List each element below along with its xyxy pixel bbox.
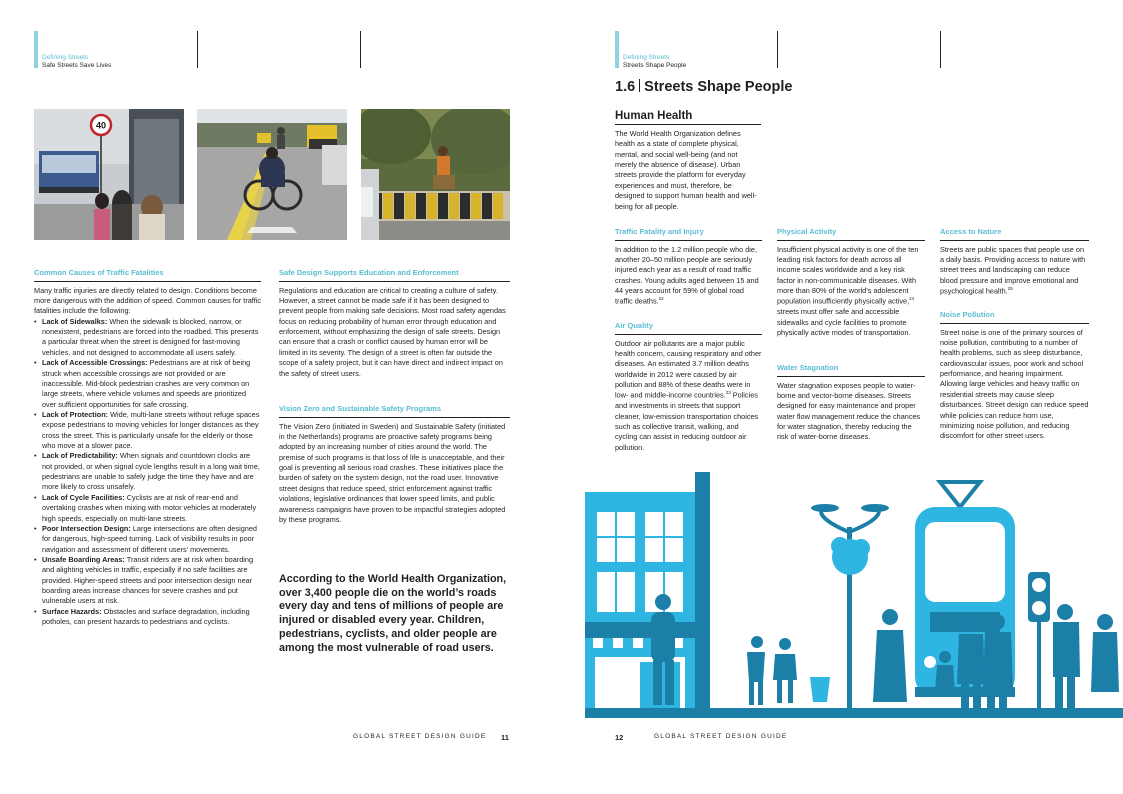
- common-causes-intro: Many traffic injuries are directly related to design. Conditions become more dangerous with the addition of speed. Common causes for traffic fatalities include the following:: [34, 285, 262, 316]
- list-item-text: When the sidewalk is blocked, narrow, or nonexistent, pedestrians are forced into the roadbed. This presents a particular threat when the street is designed for fast-moving vehicles, and not designed to accommodate all users safely.: [42, 316, 259, 357]
- safe-design-heading: Safe Design Supports Education and Enforcement: [279, 268, 510, 282]
- running-head: [34, 31, 111, 68]
- traffic-fatality-section: [615, 227, 762, 307]
- noise-pollution-text: Street noise is one of the primary sources of noise pollution, contributing to a number of health problems, such as sleep disturbance, cardiovascular issues, poor work and school performance, and hearing impairment. Allowing large vehicles and heavy traffic on residential streets may cause sleep disturbances. Street design can reduce speed while policies can reduce horn use, minimizing noise pollution, and reducing discomfort for other street users.: [940, 327, 1089, 441]
- street-illustration: [585, 462, 1123, 718]
- speed-sign-number: 40: [95, 120, 107, 131]
- air-quality-text: [615, 339, 762, 453]
- water-stagnation-section: [777, 363, 925, 443]
- traffic-fatality-heading: Traffic Fatality and Injury: [615, 227, 762, 241]
- footer-title: GLOBAL STREET DESIGN GUIDE: [353, 733, 487, 740]
- footer-title: GLOBAL STREET DESIGN GUIDE: [654, 733, 788, 740]
- common-causes-list: [34, 317, 261, 628]
- footnote-ref: 23: [725, 390, 731, 396]
- physical-activity-body-b: streets must offer safe and accessible sidewalks and cycle facilities to promote physically active modes of transportation.: [777, 307, 911, 337]
- list-item-text: Large intersections are often designed for dangerous, high-speed turning. Lack of visibility results in poor navigation and assessment of different users' movements.: [42, 523, 257, 554]
- list-item-text: When signals and countdown clocks are not provided, or when signal cycle lengths result in a long wait time, pedestrians are unable to safely judge the time they have and are more likely to cross unsafely.: [42, 451, 260, 492]
- title-separator: [639, 79, 640, 92]
- noise-pollution-heading: Noise Pollution: [940, 310, 1089, 324]
- access-to-nature-heading: Access to Nature: [940, 227, 1089, 241]
- pull-quote: According to the World Health Organization, over 3,400 people die on the world’s roads every day and tens of millions of people are injured or disabled every year. Children, pedestrians, cyclists, and older people are among the most vulnerable of road users.: [279, 573, 507, 654]
- running-head-section: Defining Streets: [42, 54, 89, 61]
- header-rule: [940, 31, 941, 68]
- section-title: [615, 79, 792, 95]
- list-item-term: Lack of Accessible Crossings:: [42, 358, 148, 368]
- common-causes-column: [34, 268, 261, 628]
- header-rule: [197, 31, 198, 68]
- pedestrian-signal-illustration: [1028, 572, 1050, 718]
- list-item-text: Pedestrians are at risk of being struck when accessible crossings are not provided or are inaccessible. Mid-block pedestrian crashes are very common on large streets, where vehicle volumes and speeds are prioritized over sufficient opportunities for safe crossing.: [42, 358, 251, 409]
- list-item-text: Cyclists are at risk of rear-end and overtaking crashes when mixing with motor vehicles at moderately high speeds, especially on multi-lane streets.: [42, 492, 257, 523]
- access-to-nature-body: Streets are public spaces that people use on a daily basis. Providing access to nature with street trees and landscaping can reduce blood pressure and improve emotional and psychological health.: [940, 244, 1086, 296]
- photo-bus-street: [34, 109, 184, 240]
- water-stagnation-heading: Water Stagnation: [777, 363, 925, 377]
- footnote-ref: 22: [658, 296, 664, 302]
- list-item-term: Lack of Protection:: [42, 409, 109, 419]
- page-number: 12: [615, 733, 624, 742]
- list-item: [34, 358, 261, 410]
- water-stagnation-text: Water stagnation exposes people to water-borne and vector-borne diseases. Streets designed for easy maintenance and proper water flow management reduce the chances for water stagnation, thereby reducing the risk of water-borne diseases.: [777, 380, 921, 442]
- list-item-term: Surface Hazards:: [42, 606, 102, 616]
- list-item-term: Lack of Cycle Facilities:: [42, 492, 125, 502]
- running-head-section: Defining Streets: [623, 54, 670, 61]
- page-number: 11: [501, 733, 509, 742]
- human-health-heading: Human Health: [615, 110, 761, 125]
- footnote-ref: 25: [1007, 286, 1013, 292]
- list-item: [34, 607, 261, 628]
- building-illustration: [585, 472, 710, 718]
- section-title-text: Streets Shape People: [644, 79, 793, 95]
- vision-zero-column: [279, 404, 510, 525]
- traffic-fatality-text: [615, 245, 762, 308]
- right-page: [562, 0, 1123, 794]
- header-rule: [777, 31, 778, 68]
- list-item-text: Wide, multi-lane streets without refuge spaces expose pedestrians to moving vehicles for longer distances as they cross the street. This is particularly unsafe for the elderly or those who move at a slower pace.: [42, 409, 260, 451]
- list-item: [34, 451, 261, 492]
- access-to-nature-text: [940, 245, 1089, 297]
- safe-design-column: [279, 268, 510, 379]
- air-quality-section: [615, 321, 762, 453]
- access-to-nature-section: [940, 227, 1089, 297]
- list-item-term: Lack of Sidewalks:: [42, 316, 108, 326]
- air-quality-body-b: Policies and investments in streets that support cleaner, low-emission transportation choices such as collective transit, walking, and cycling can assist in reducing outdoor air pollution.: [615, 390, 759, 452]
- air-quality-body-a: Outdoor air pollutants are a major public health concern, causing respiratory and other diseases. An estimated 3.7 million deaths worldwide in 2012 were caused by air pollution and 88% of these deaths were in low- and middle-income countries.: [615, 338, 762, 400]
- vision-zero-heading: Vision Zero and Sustainable Safety Programs: [279, 404, 510, 418]
- traffic-fatality-body: In addition to the 1.2 million people who die, another 20–50 million people are seriously injured each year as a result of road traffic crashes. Young adults aged between 15 and 44 years account for 59% of global road traffic deaths.: [615, 244, 759, 306]
- list-item-text: Obstacles and surface degradation, including potholes, can present hazards to pedestrians and cyclists.: [42, 606, 250, 627]
- list-item: [34, 410, 261, 451]
- running-head-subtitle: Safe Streets Save Lives: [42, 61, 112, 69]
- list-item-term: Unsafe Boarding Areas:: [42, 554, 125, 564]
- running-head: [615, 31, 686, 68]
- left-page: [0, 0, 561, 794]
- list-item: [34, 317, 261, 358]
- physical-activity-section: [777, 227, 925, 338]
- physical-activity-heading: Physical Activity: [777, 227, 925, 241]
- physical-activity-text: [777, 245, 925, 339]
- photo-pedestrian-barrier: [361, 109, 510, 240]
- list-item-term: Poor Intersection Design:: [42, 523, 131, 533]
- common-causes-heading: Common Causes of Traffic Fatalities: [34, 268, 261, 282]
- list-item-term: Lack of Predictability:: [42, 451, 118, 461]
- list-item-text: Transit riders are at risk when boarding and alighting vehicles in traffic, especially if no safe facilities are provided. Higher-speed streets and poor intersection design near boarding areas increase chances for severe crashes and put vulnerable users at risk.: [42, 554, 254, 606]
- list-item: [34, 524, 261, 555]
- human-health-text: The World Health Organization defines health as a state of complete physical, mental, and social well-being (and not merely the absence of disease). Urban streets provide the platform for everyday experiences and must, therefore, be designed to support human health and well-being for all people.: [615, 129, 757, 211]
- section-number: 1.6: [615, 79, 636, 95]
- list-item: [34, 555, 261, 607]
- photo-wheelchair-road: [197, 109, 347, 240]
- physical-activity-body-a: Insufficient physical activity is one of the ten leading risk factors for death across all income scales worldwide and a key risk factor in non-communicable diseases. With more than 80% of the world’s adolescent population insufficiently physically active,: [777, 244, 919, 306]
- air-quality-heading: Air Quality: [615, 321, 762, 335]
- running-head-subtitle: Streets Shape People: [623, 61, 687, 69]
- header-rule: [360, 31, 361, 68]
- list-item: [34, 493, 261, 524]
- safe-design-text: Regulations and education are critical to creating a culture of safety. However, a street cannot be made safe if it has been designed to prevent people from making safe decisions. Most road safety agendas focus on reducing probability of human error through education and enforcement, without emphasizing the design of safe streets. Design can ensure that a crash or conflict caused by human error will be limited in its severity. The design of a street is often far outside the scope of a safety project, but it can have direct and indirect impact on the safety of street users.: [279, 285, 506, 378]
- noise-pollution-section: [940, 310, 1089, 442]
- vision-zero-text: The Vision Zero (initiated in Sweden) and Sustainable Safety (initiated in the Netherlands) programs are proactive safety programs being adopted by an increasing number of cities around the world. The premise of such programs is that loss of life is unacceptable, and their goal is preventing all serious road crashes. These initiatives place the burden of safety on the system design, not the road user. Innovative street designs that reduce speed, strict enforcement against traffic violations, legislative ordinances that lower speed limits, and public awareness campaigns have proven to be impactful strategies adopted by these programs.: [279, 421, 506, 524]
- footnote-ref: 24: [909, 296, 915, 302]
